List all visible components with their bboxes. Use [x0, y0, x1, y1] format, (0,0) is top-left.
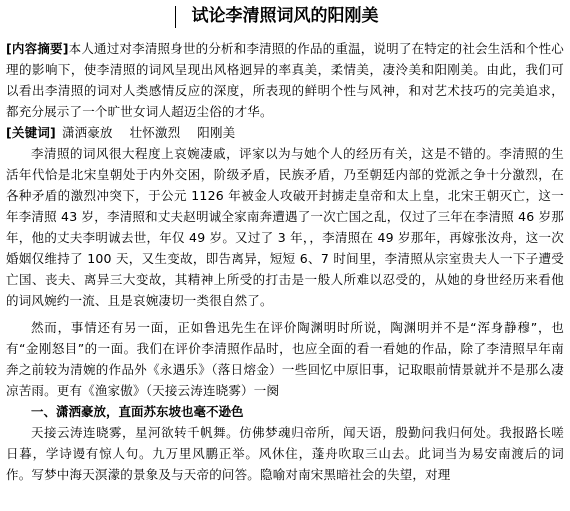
abstract-label: [内容摘要]	[6, 41, 69, 56]
document-title: 试论李清照词风的阳刚美	[191, 6, 379, 26]
section-heading: 一、潇洒豪放，直面苏东坡也毫不逊色	[31, 404, 244, 419]
body-paragraph-1: 李清照的词风很大程度上哀婉凄戚，评家以为与她个人的经历有关，这是不错的。李清照的生活年代恰是北宋皇朝处于内外交困，阶级矛盾，民族矛盾，乃至朝廷内部的党派之争十分激烈，在各种矛盾的激烈冲突下，于公元 1126 年被金人攻破开封掳走皇帝和太上皇，北宋王朝灭亡，这一年李清照 43 岁，李清照和丈夫赵明诚全家南奔遭遇了一次亡国之乱，仅过了三年在李清照 46 岁那年，他的丈夫李明诚去世，年仅 49 岁。又过了 3 年，，李清照在 49 岁那年，再嫁张汝舟，这一次婚姻仅维持了 100 天，又生变故，即告离异，短短 6、7 时间里，李清照从宗室贵夫人一下子遭受亡国、丧夫、离异三大变故，其精神上所受的打击是一般人所难以忍受的，从她的身世经历来看他的词风婉约一流、且是哀婉凄切一类很自然了。	[6, 146, 564, 308]
abstract-text: 本人通过对李清照身世的分析和李清照的作品的重温，说明了在特定的社会生活和个性心理的影响下，使李清照的词风呈现出风格迥异的率真美，柔情美，凄泠美和阳刚美。由此，我们可以看出李清照的词对人类感情反应的深度，所表现的鲜明个性与风神，和对艺术技巧的完美追求，都充分展示了一个旷世女词人超迈尘俗的才华。	[6, 41, 564, 119]
text-cursor	[175, 6, 176, 28]
document-title-row	[6, 4, 564, 30]
keywords-label: [关键词]	[6, 125, 56, 140]
document-page	[6, 4, 564, 485]
keywords-text: 潇洒豪放 壮怀激烈 阳刚美	[61, 125, 236, 140]
keywords-paragraph	[6, 122, 564, 143]
section-paragraph: 天接云涛连晓雾，星河欲转千帆舞。仿佛梦魂归帝所，闻天语，殷勤问我归何处。我报路长嗟日暮，学诗谩有惊人句。九万里风鹏正举。风休住，蓬舟吹取三山去。此词当为易安南渡后的词作。写梦中海天溟濛的景象及与天帝的问答。隐喻对南宋黑暗社会的失望，对理	[6, 425, 564, 482]
body-paragraph-2: 然而，事情还有另一面，正如鲁迅先生在评价陶渊明时所说，陶渊明并不是“浑身静穆”，也有“金刚怒目”的一面。我们在评价李清照作品时，也应全面的看一看她的作品，除了李清照早年南奔之前较为清婉的作品外《永遇乐》（落日熔金）一些回忆中原旧事，记取眼前情景就并不是那么凄凉苦雨。更有《渔家傲》（天接云涛连晓雾）一阕	[6, 320, 564, 398]
abstract-paragraph	[6, 38, 564, 122]
